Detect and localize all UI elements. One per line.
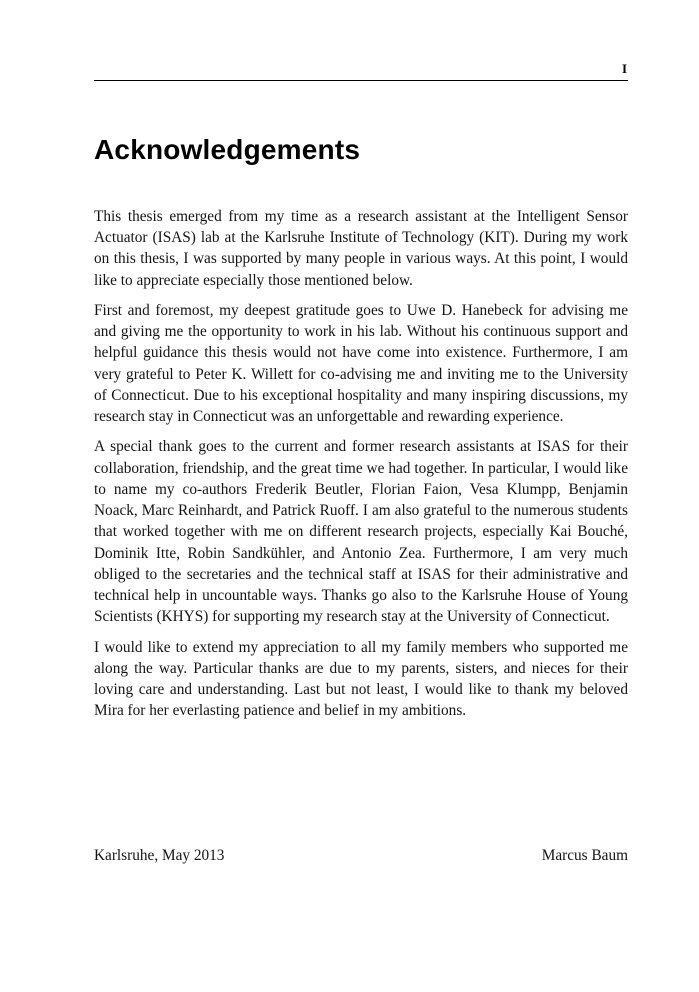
page-header: [94, 62, 628, 81]
footer-author: Marcus Baum: [541, 847, 628, 864]
footer-place-date: Karlsruhe, May 2013: [94, 847, 225, 864]
signature-row: [94, 847, 628, 865]
page-number: I: [621, 61, 627, 76]
paragraph-4: I would like to extend my appreciation to all my family members who supported me along the way. Particular thanks are due to my parents, sisters, and nieces for their loving care and understanding. Last but not least, I would like to thank my beloved Mira for her everlasting patience and belief in my ambitions.: [94, 638, 628, 720]
chapter-title: Acknowledgements: [94, 134, 361, 165]
paragraph-2: First and foremost, my deepest gratitude goes to Uwe D. Hanebeck for advising me and giving me the opportunity to work in his lab. Without his continuous support and helpful guidance this thesis would not have come into existence. Furthermore, I am very grateful to Peter K. Willett for co-advising me and inviting me to the University of Connecticut. Due to his exceptional hospitality and many inspiring discussions, my research stay in Connecticut was an unforgettable and rewarding experience.: [94, 301, 628, 426]
paragraph-3: A special thank goes to the current and former research assistants at ISAS for their collaboration, friendship, and the great time we had together. In particular, I would like to name my co-authors Frederik Beutler, Florian Faion, Vesa Klumpp, Benjamin Noack, Marc Reinhardt, and Patrick Ruoff. I am also grateful to the numerous students that worked together with me on different research projects, especially Kai Bouché, Dominik Itte, Robin Sandkühler, and Antonio Zea. Furthermore, I am very much obliged to the secretaries and the technical staff at ISAS for their administrative and technical help in uncountable ways. Thanks go also to the Karlsruhe House of Young Scientists (KHYS) for supporting my research stay at the University of Connecticut.: [94, 438, 628, 626]
paragraph-1: This thesis emerged from my time as a research assistant at the Intelligent Sensor Actuator (ISAS) lab at the Karlsruhe Institute of Technology (KIT). During my work on this thesis, I was supported by many people in various ways. At this point, I would like to appreciate especially those mentioned below.: [94, 207, 628, 289]
body-text: [94, 206, 628, 722]
header-rule: [94, 80, 628, 81]
